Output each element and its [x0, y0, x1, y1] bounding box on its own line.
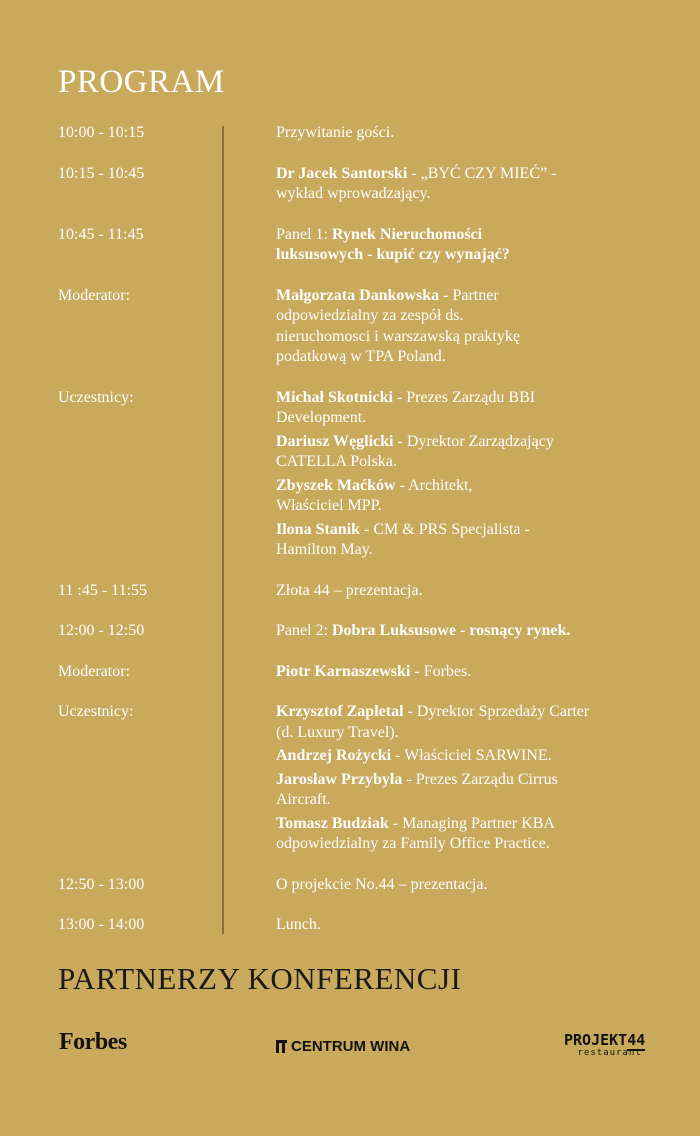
desc-text: - Dyrektor Zarządzający CATELLA Polska. — [276, 432, 554, 470]
projekt44-wordmark — [564, 1031, 645, 1049]
schedule-time: 11 :45 - 11:55 — [58, 581, 148, 599]
desc-text: Panel 1: — [276, 225, 332, 243]
projekt44-logo — [564, 1031, 645, 1058]
schedule-desc — [276, 388, 606, 561]
partners-title: PARTNERZY KONFERENCJI — [58, 961, 462, 996]
schedule-row — [58, 581, 678, 602]
schedule-desc — [276, 164, 586, 205]
schedule-time: 10:15 - 10:45 — [58, 164, 145, 182]
centrum-wina-mark-icon — [276, 1040, 287, 1053]
projekt44-sub: restaurant — [577, 1048, 642, 1058]
schedule-time: 10:00 - 10:15 — [58, 124, 145, 141]
page-title: PROGRAM — [58, 64, 225, 100]
schedule-time: Uczestnicy: — [58, 388, 134, 406]
projekt-num: 44 — [627, 1031, 646, 1049]
panel-title: Dobra Luksusowe - rosnący rynek. — [332, 622, 571, 639]
speaker-name: Jarosław Przybyła — [276, 770, 403, 788]
schedule-row — [58, 915, 678, 936]
desc-text: - Prezes Zarządu Cirrus Aircraft. — [276, 770, 558, 808]
desc-text: - Prezes Zarządu BBI Development. — [276, 388, 536, 426]
schedule-time: 12:00 - 12:50 — [58, 622, 145, 639]
speaker-name: Andrzej Rożycki — [276, 747, 392, 764]
desc-text: Przywitanie gości. — [276, 124, 395, 141]
speaker-name: Tomasz Budziak — [276, 814, 389, 832]
desc-text: - CM & PRS Specjalista - Hamilton May. — [276, 520, 530, 558]
desc-text: - Managing Partner KBA odpowiedzialny za Family Office Practice. — [276, 814, 555, 852]
schedule-time: 13:00 - 14:00 — [58, 916, 145, 933]
desc-text: Lunch. — [276, 916, 321, 933]
desc-text: - Właściciel SARWINE. — [391, 747, 552, 764]
speaker-name: Ilona Stanik — [276, 520, 361, 538]
speaker-name: Dr Jacek Santorski — [276, 164, 408, 182]
speaker-name: Dariusz Węglicki — [276, 432, 394, 450]
speaker-name: Zbyszek Maćków — [276, 476, 396, 494]
desc-text: O projekcie No.44 – prezentacja. — [276, 875, 488, 893]
centrum-wina-text: CENTRUM WINA — [291, 1038, 411, 1055]
schedule-time: Moderator: — [58, 286, 130, 304]
desc-text: - Dyrektor Sprzedaży Carter (d. Luxury Travel). — [276, 703, 590, 741]
desc-text: - Forbes. — [410, 662, 472, 680]
projekt-word: PROJEKT — [564, 1031, 628, 1049]
schedule-row — [58, 662, 678, 683]
desc-text: - Architekt, Właściciel MPP. — [276, 476, 473, 514]
speaker-name: Piotr Karnaszewski — [276, 662, 411, 680]
schedule-desc — [276, 225, 551, 266]
speaker-name: Małgorzata Dankowska — [276, 286, 440, 304]
schedule-desc — [276, 915, 678, 936]
schedule-time: Moderator: — [58, 662, 130, 680]
schedule-desc — [276, 875, 678, 896]
desc-text: - Partner odpowiedzialny za zespół ds. nieruchomosci i warszawską praktykę podatkową w TPA Poland. — [276, 286, 520, 365]
schedule-row — [58, 225, 678, 266]
schedule-row — [58, 875, 678, 896]
schedule-desc — [276, 621, 678, 642]
schedule-row — [58, 286, 678, 368]
speaker-name: Krzysztof Zapletal — [276, 703, 404, 720]
desc-text: Złota 44 – prezentacja. — [276, 581, 423, 599]
schedule-row — [58, 702, 678, 855]
schedule-row — [58, 388, 678, 561]
speaker-name: Michał Skotnicki — [276, 388, 393, 406]
schedule-time: 12:50 - 13:00 — [58, 875, 145, 893]
centrum-wina-logo — [276, 1038, 410, 1055]
schedule-row — [58, 123, 678, 144]
desc-text: Panel 2: — [276, 622, 332, 639]
schedule-desc — [276, 286, 551, 368]
forbes-logo: Forbes — [59, 1029, 127, 1055]
schedule-desc — [276, 662, 678, 683]
schedule-desc — [276, 702, 678, 855]
desc-text: - „BYĆ CZY MIEĆ” - wykład wprowadzający. — [276, 164, 557, 202]
schedule-row — [58, 621, 678, 642]
schedule-time: Uczestnicy: — [58, 703, 134, 720]
schedule-time: 10:45 - 11:45 — [58, 225, 144, 243]
schedule-list — [58, 123, 678, 936]
schedule-desc — [276, 581, 678, 602]
schedule-desc — [276, 123, 678, 144]
panel-title: Rynek Nieruchomości luksusowych - kupić czy wynająć? — [276, 225, 510, 263]
schedule-row — [58, 164, 618, 205]
